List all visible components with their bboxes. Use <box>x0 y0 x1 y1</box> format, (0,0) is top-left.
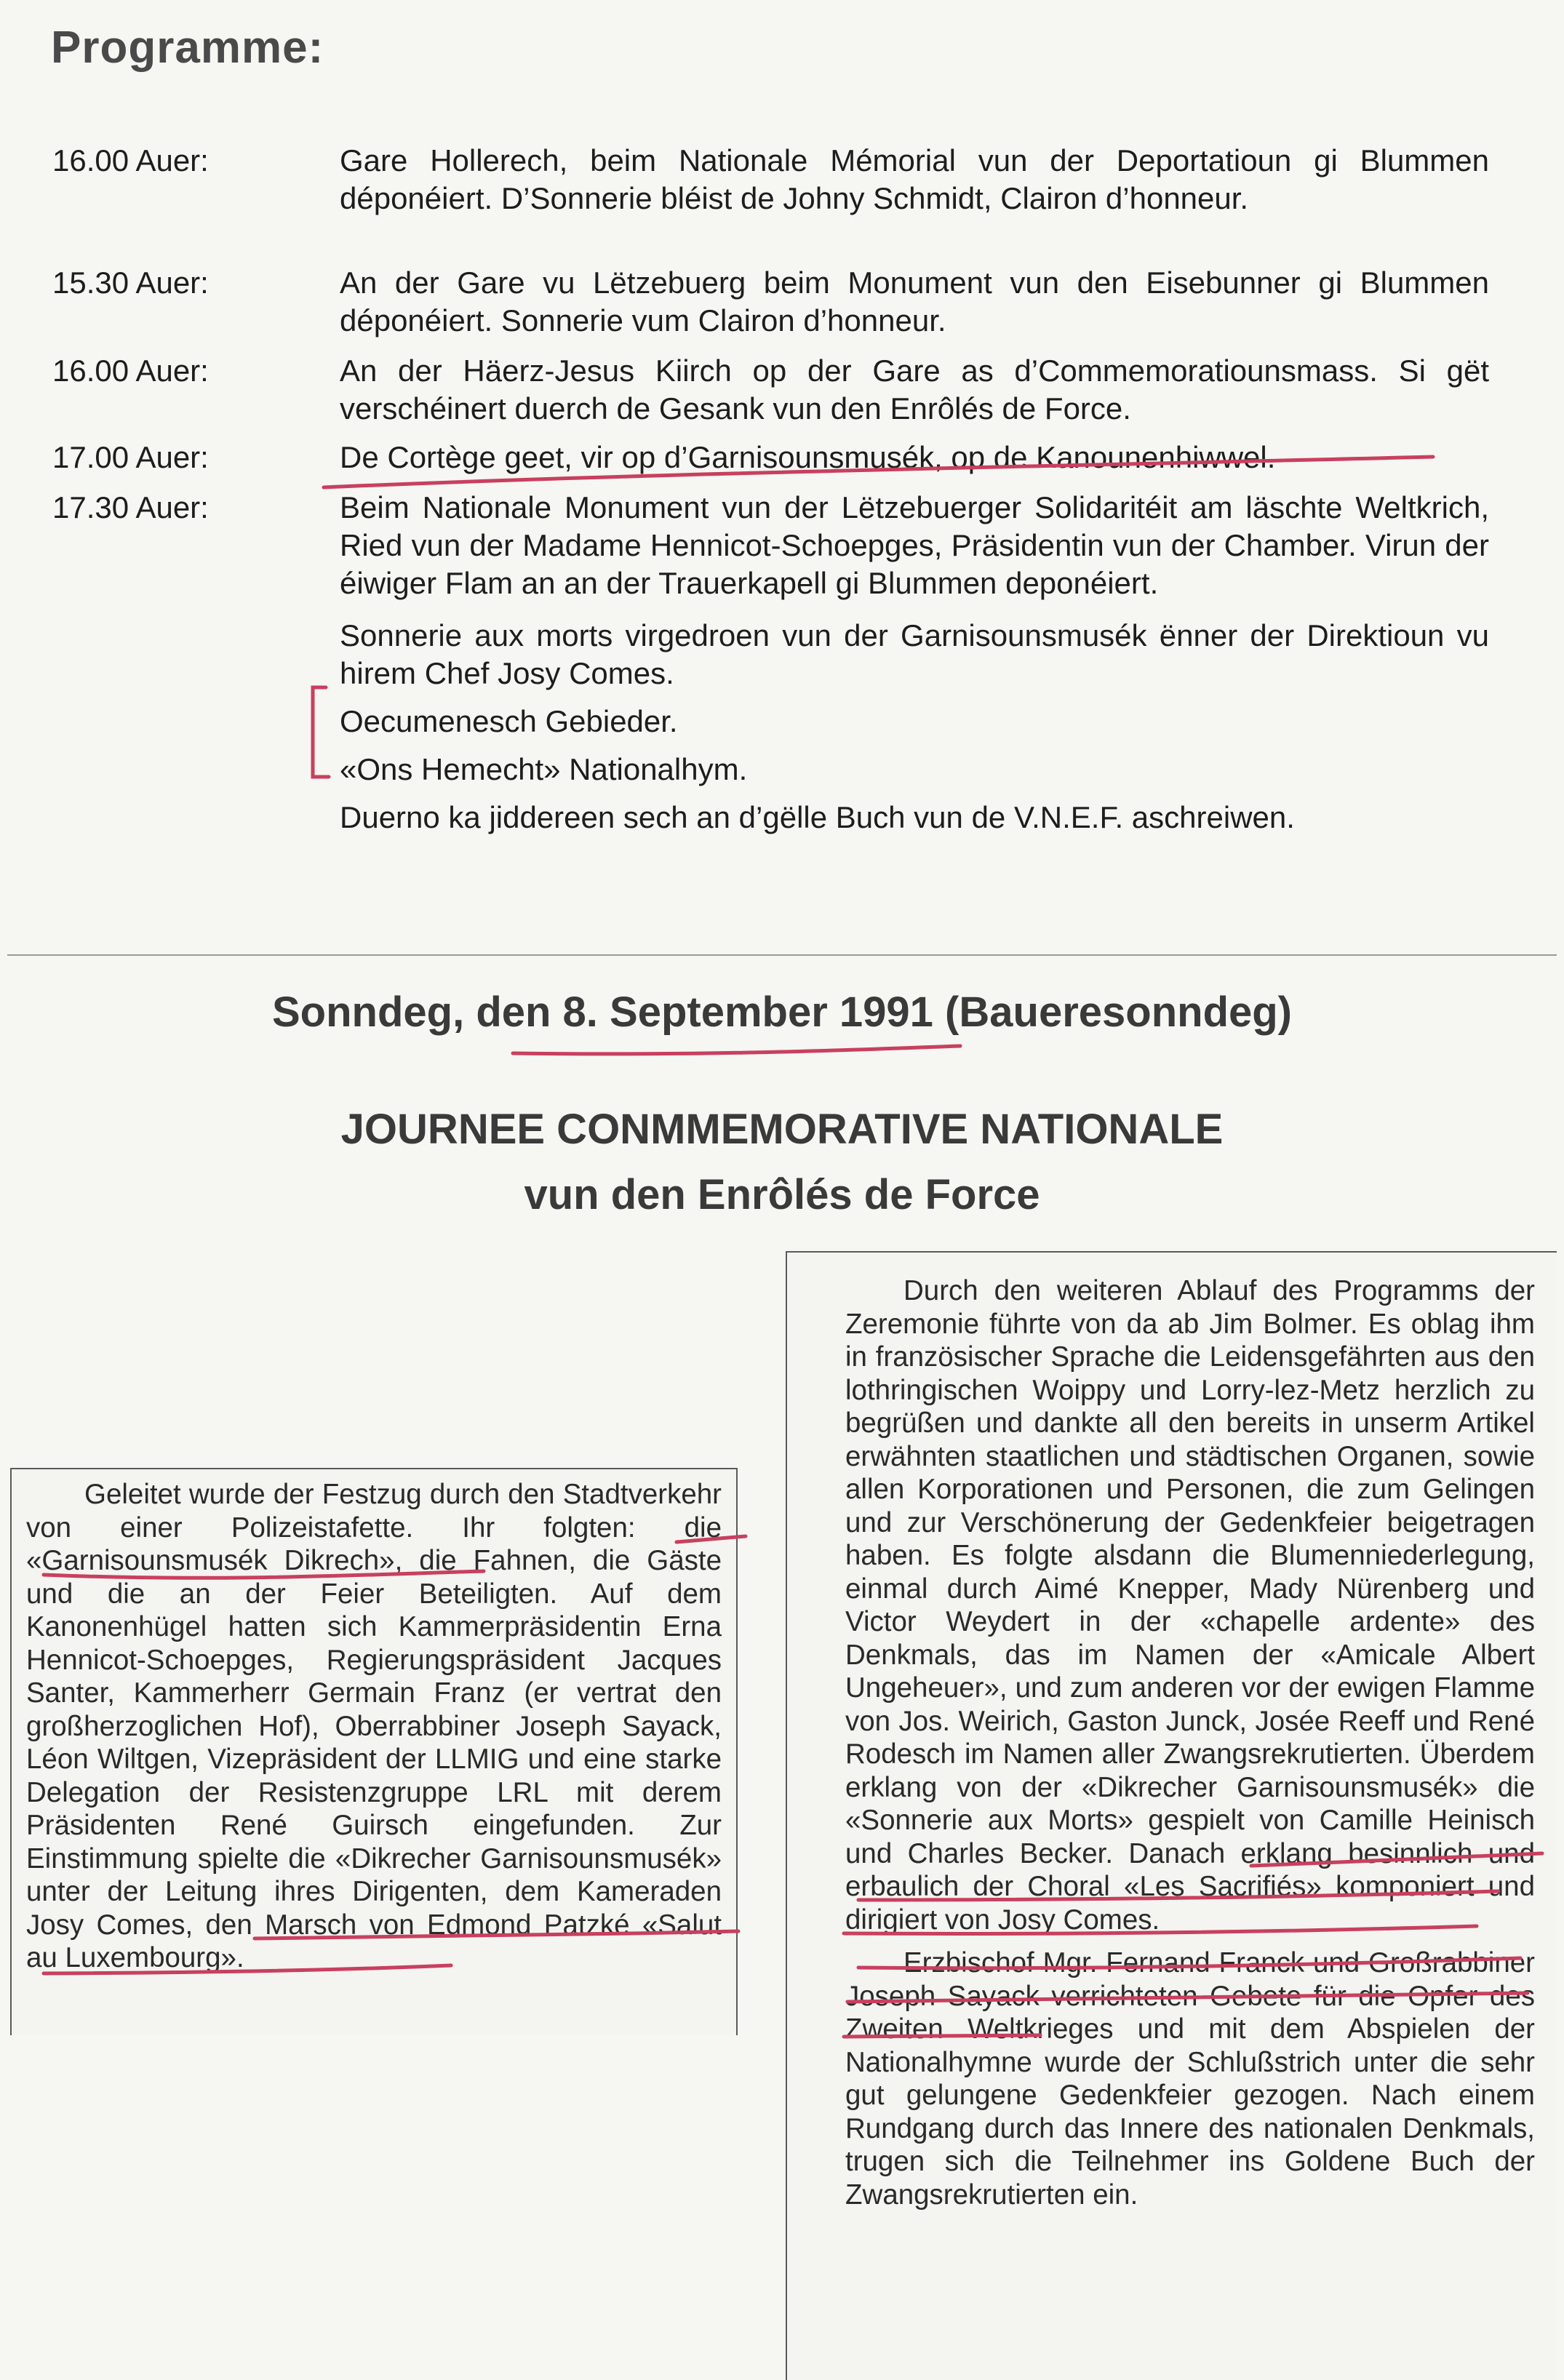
programme-paragraph: Sonnerie aux morts virgedroen vun der Garnisounsmusék ënner der Direktioun vu hirem Chef Josy Comes. <box>340 618 1489 690</box>
underline-mark <box>513 1046 960 1054</box>
article-clipping-left <box>10 1468 738 2035</box>
programme-text <box>340 439 1489 487</box>
programme-paragraph: De Cortège geet, vir op d’Garnisounsmusék, op de Kanounenhiwwel. <box>340 440 1276 474</box>
programme-time: 17.30 Auer: <box>52 490 209 524</box>
programme-paragraph: «Ons Hemecht» Nationalhym. <box>340 752 748 786</box>
section-divider <box>7 954 1557 956</box>
programme-text <box>340 352 1489 438</box>
date-heading: Sonndeg, den 8. September 1991 (Baueresonndeg) <box>272 989 1292 1036</box>
programme-paragraph: Beim Nationale Monument vun der Lëtzebuerger Solidaritéit am läschte Weltkrich, Ried vun der Madame Hennicot-Schoepges, Präsidentin vun der Chamber. Virun der éiwiger Flam an an der Trauerkapell gi Blummen deponéiert. <box>340 490 1489 600</box>
bracket-mark <box>313 687 329 777</box>
article-paragraph: Geleitet wurde der Festzug durch den Stadtverkehr von einer Polizeistafette. Ihr folgten: die «Garnisounsmusék Dikrech», die Fahnen, die Gäste und die an der Feier Beteiligten. Auf dem Kanonenhügel hatten sich Kammerpräsidentin Erna Hennicot-Schoepges, Regierungspräsident Jacques Santer, Kammerherr Germain Franz (er vertrat den großherzoglichen Hof), Oberrabbiner Joseph Sayack, Léon Wiltgen, Vizepräsident der LLMIG und eine starke Delegation der Resistenzgruppe LRL mit derem Präsidenten René Guirsch eingefunden. Zur Einstimmung spielte die «Dikrecher Garnisounsmusék» unter der Leitung ihres Dirigenten, dem Kameraden Josy Comes, den Marsch von Edmond Patzké «Salut au Luxembourg». <box>26 1479 722 1973</box>
programme-paragraph: An der Gare vu Lëtzebuerg beim Monument vun den Eisebunner gi Blummen déponéiert. Sonnerie vum Clairon d’honneur. <box>340 265 1489 338</box>
programme-text <box>340 489 1489 847</box>
article-paragraph: Durch den weiteren Ablauf des Programms der Zeremonie führte von da ab Jim Bolmer. Es oblag ihm in französischer Sprache die Leidensgefährten aus den lothringischen Woippy und Lorry-lez-Metz herzlich zu begrüßen und dankte all den bereits in unserm Artikel erwähnten staatlichen und städtischen Organen, sowie allen Korporationen und Personen, die zum Gelingen und zur Verschönerung der Gedenkfeier beigetragen haben. Es folgte alsdann die Blumenniederlegung, einmal durch Aimé Knepper, Mady Nürenberg und Victor Weydert in der «chapelle ardente» des Denkmals, das im Namen der «Amicale Albert Ungeheuer», und zum anderen vor der ewigen Flamme von Jos. Weirich, Gaston Junck, Josée Reeff und René Rodesch im Namen aller Zwangsrekrutierten. Überdem erklang von der «Dikrecher Garnisounsmusék» die «Sonnerie aux Morts» gespielt von Camille Heinisch und Charles Becker. Danach erklang besinnlich und erbaulich der Choral «Les Sacrifiés» komponiert und dirigiert von Josy Comes. <box>845 1275 1535 1936</box>
journee-title <box>0 1097 1564 1228</box>
programme-paragraph: Gare Hollerech, beim Nationale Mémorial vun der Deportatioun gi Blummen déponéiert. D’Sonnerie bléist de Johny Schmidt, Clairon d’honneur. <box>340 143 1489 215</box>
programme-paragraph: Oecumenesch Gebieder. <box>340 704 678 738</box>
programme-time: 16.00 Auer: <box>52 354 209 388</box>
programme-paragraph: An der Häerz-Jesus Kiirch op der Gare as d’Commemoratiounsmass. Si gët verschéinert duerch de Gesank vun den Enrôlés de Force. <box>340 354 1489 426</box>
journee-title-line2: vun den Enrôlés de Force <box>524 1171 1040 1218</box>
programme-time: 15.30 Auer: <box>52 265 209 300</box>
programme-text <box>340 142 1489 228</box>
programme-text <box>340 264 1489 350</box>
journee-title-line1: JOURNEE CONMMEMORATIVE NATIONALE <box>340 1106 1224 1153</box>
programme-title: Programme: <box>51 23 324 73</box>
article-paragraph: Erzbischof Mgr. Fernand Franck und Großrabbiner Joseph Sayack verrichteten Gebete für die Opfer des Zweiten Weltkrieges und mit dem Abspielen der Nationalhymne wurde der Schlußstrich unter die sehr gut gelungene Gedenkfeier gezogen. Nach einem Rundgang durch das Innere des nationalen Denkmals, trugen sich die Teilnehmer ins Goldene Buch der Zwangsrekrutierten ein. <box>845 1947 1535 2211</box>
programme-time: 16.00 Auer: <box>52 143 209 177</box>
programme-paragraph: Duerno ka jiddereen sech an d’gëlle Buch vun de V.N.E.F. aschreiwen. <box>340 800 1295 834</box>
article-clipping-right <box>786 1251 1557 2380</box>
programme-time: 17.00 Auer: <box>52 440 209 474</box>
